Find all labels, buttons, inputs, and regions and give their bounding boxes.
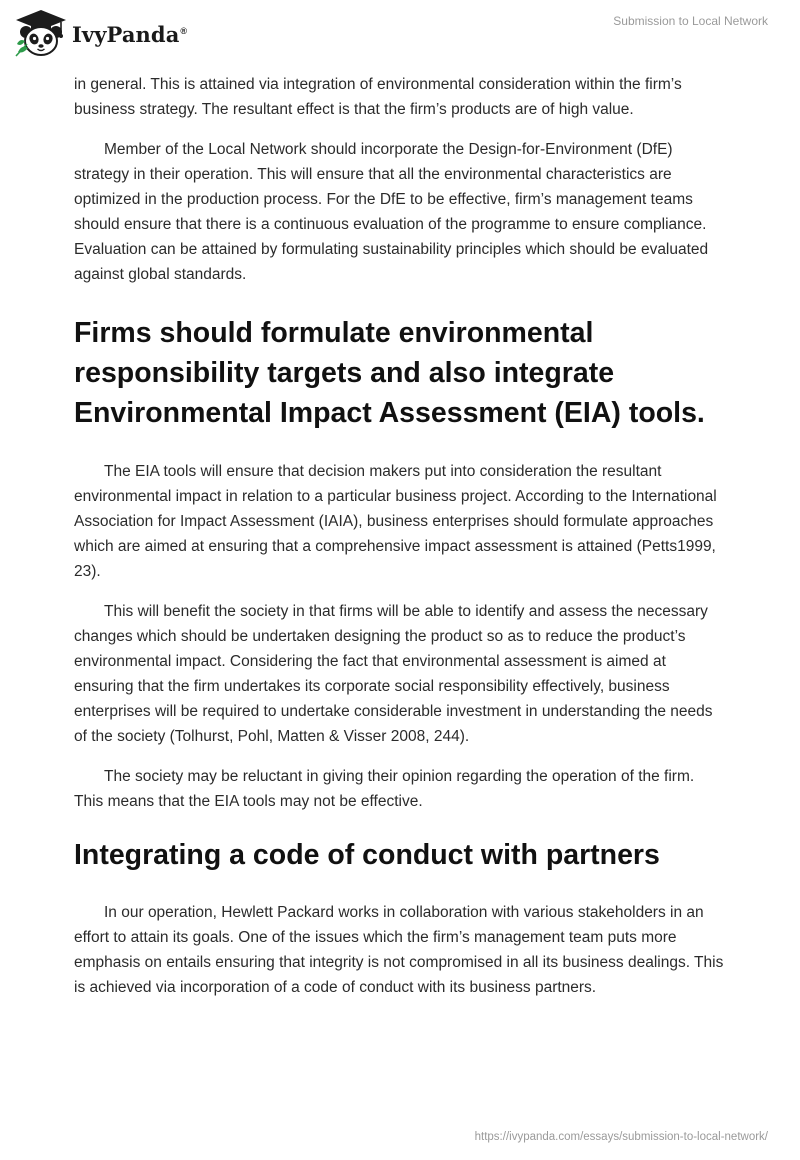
panda-graduate-icon	[14, 8, 68, 58]
section-heading-eia: Firms should formulate environmental responsibility targets and also integrate Environmental Impact Assessment (EIA) tools.	[74, 317, 705, 429]
source-url[interactable]: https://ivypanda.com/essays/submission-to-local-network/	[474, 1131, 768, 1143]
brand-name	[72, 22, 187, 47]
paragraph-eia-tools: The EIA tools will ensure that decision makers put into consideration the resultant environmental impact in relation to a particular business project. According to the International Association for Impact Assessment (IAIA), business enterprises should formulate approaches which are aimed at ensuring that a comprehensive impact assessment is attained (Petts1999, 23).	[74, 463, 717, 580]
document-title: Submission to Local Network	[613, 14, 768, 28]
paragraph-continued: in general. This is attained via integration of environmental consideration within the firm’s business strategy. The resultant effect is that the firm’s products are of high value.	[74, 76, 682, 118]
paragraph-society-reluctance: The society may be reluctant in giving their opinion regarding the operation of the firm. This means that the EIA tools may not be effective.	[74, 768, 695, 810]
section-heading-code-of-conduct: Integrating a code of conduct with partners	[74, 839, 660, 871]
paragraph-hewlett-packard: In our operation, Hewlett Packard works in collaboration with various stakeholders in an effort to attain its goals. One of the issues which the firm’s management team puts more emphasis on entails ensuring that integrity is not compromised in all its business dealings. This is achieved via incorporation of a code of conduct with its business partners.	[74, 904, 724, 996]
page-header	[0, 0, 800, 72]
brand-name-text: IvyPanda	[72, 21, 180, 47]
paragraph-dfe: Member of the Local Network should incorporate the Design-for-Environment (DfE) strategy in their operation. This will ensure that all the environmental characteristics are optimized in the production process. For the DfE to be effective, firm’s management teams should ensure that there is a continuous evaluation of the programme to ensure compliance. Evaluation can be attained by formulating sustainability principles which should be evaluated against global standards.	[74, 141, 709, 283]
ivypanda-logo[interactable]	[14, 8, 187, 58]
registered-mark: ®	[180, 25, 188, 36]
paragraph-society-benefit: This will benefit the society in that firms will be able to identify and assess the necessary changes which should be undertaken designing the product so as to reduce the product’s environmental impact. Considering the fact that environmental assessment is aimed at ensuring that the firm undertakes its corporate social responsibility effectively, business enterprises will be required to undertake considerable investment in understanding the needs of the society (Tolhurst, Pohl, Matten & Visser 2008, 244).	[74, 603, 713, 745]
essay-body	[74, 72, 726, 1015]
